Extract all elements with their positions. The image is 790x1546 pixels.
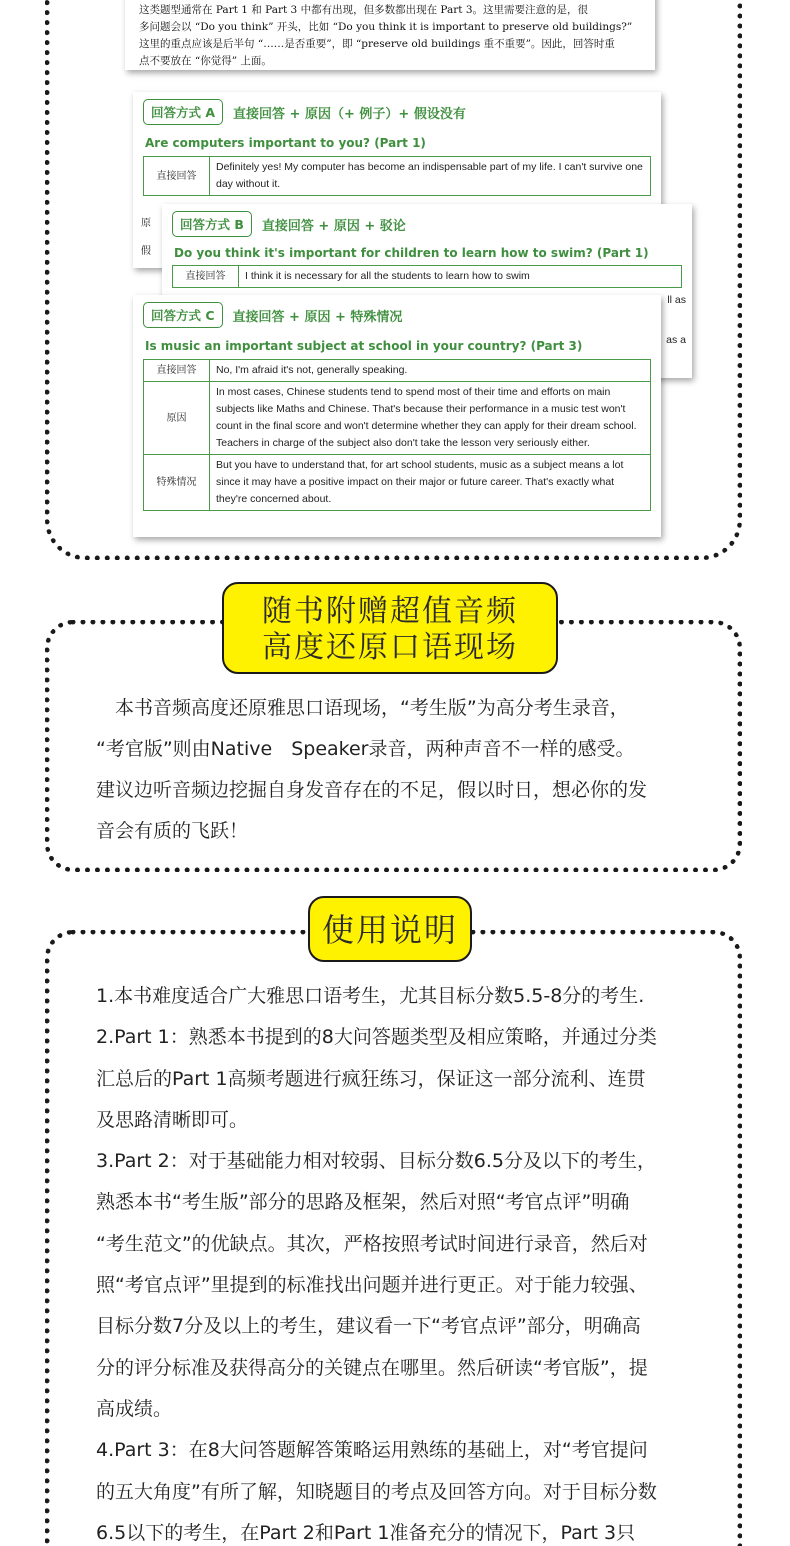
answer-table xyxy=(143,359,651,511)
hidden-row-text: as a xyxy=(666,334,686,346)
usage-instructions-text xyxy=(96,976,712,1546)
paragraph-line: 2.Part 1：熟悉本书提到的8大问答题类型及相应策略，并通过分类 xyxy=(96,1026,657,1049)
paragraph-line: 本书音频高度还原雅思口语现场，“考生版”为高分考生录音， xyxy=(96,697,629,719)
answer-method-badge: 回答方式 B xyxy=(172,211,252,237)
paragraph-line: “考生范文”的优缺点。其次，严格按照考试时间进行录音，然后对 xyxy=(96,1232,648,1255)
paragraph-line: 1.本书难度适合广大雅思口语考生，尤其目标分数5.5-8分的考生. xyxy=(96,985,645,1007)
hidden-row-label: 假 xyxy=(141,246,151,257)
answer-table xyxy=(172,265,682,288)
sample-question: Is music an important subject at school in your country? (Part 3) xyxy=(145,339,583,353)
answer-table xyxy=(143,156,651,196)
row-label: 直接回答 xyxy=(144,360,210,382)
row-text: In most cases, Chinese students tend to spend most of their time and efforts on main subjects like Maths and Chinese. That's because their performance in a music test won't count in the final score and won't determine whether they can apply for their dream school. Teachers in charge of the subject also don't take the lesson very seriously either. xyxy=(210,382,651,455)
table-row xyxy=(144,157,651,196)
banner-line: 高度还原口语现场 xyxy=(262,630,518,665)
row-label: 特殊情况 xyxy=(144,455,210,511)
usage-instructions-banner xyxy=(308,896,472,962)
paragraph-line: 高成绩。 xyxy=(96,1397,173,1420)
sample-question: Are computers important to you? (Part 1) xyxy=(145,136,426,150)
paragraph-line: 及思路清晰即可。 xyxy=(96,1108,249,1131)
snippet-line: 这类题型通常在 Part 1 和 Part 3 中都有出现，但多数都出现在 Part 3。这里需要注意的是，很 xyxy=(139,4,589,16)
paragraph-line: 照“考官点评”里提到的标准找出问题并进行更正。对于能力较强、 xyxy=(96,1274,648,1297)
hidden-row-text: ll as xyxy=(667,294,686,306)
sample-question: Do you think it's important for children to learn how to swim? (Part 1) xyxy=(174,246,649,260)
row-text: Definitely yes! My computer has become an indispensable part of my life. I can't survive one day without it. xyxy=(210,157,651,196)
paragraph-line: 汇总后的Part 1高频考题进行疯狂练习，保证这一部分流利、连贯 xyxy=(96,1067,646,1090)
paragraph-line: 4.Part 3：在8大问答题解答策略运用熟练的基础上，对“考官提问 xyxy=(96,1439,648,1462)
paragraph-line: “考官版”则由Native Speaker录音，两种声音不一样的感受。 xyxy=(96,738,635,760)
audio-intro-paragraph xyxy=(96,688,706,852)
hidden-row-label: 原 xyxy=(141,218,151,229)
snippet-line: 点不要放在 “你觉得” 上面。 xyxy=(139,55,272,67)
paragraph-line: 熟悉本书“考生版”部分的思路及框架，然后对照“考官点评”明确 xyxy=(96,1191,630,1214)
paragraph-line: 分的评分标准及获得高分的关键点在哪里。然后研读“考官版”，提 xyxy=(96,1356,648,1379)
answer-method-desc: 直接回答 + 原因 + 特殊情况 xyxy=(232,309,403,325)
row-label: 直接回答 xyxy=(144,157,210,196)
paragraph-line: 6.5以下的考生，在Part 2和Part 1准备充分的情况下，Part 3只 xyxy=(96,1521,636,1544)
row-text: I think it is necessary for all the students to learn how to swim xyxy=(239,266,682,288)
table-row xyxy=(144,360,651,382)
table-row xyxy=(173,266,682,288)
answer-card-c xyxy=(133,295,661,537)
paragraph-line: 3.Part 2：对于基础能力相对较弱、目标分数6.5分及以下的考生， xyxy=(96,1150,656,1173)
snippet-line: 这里的重点应该是后半句 “……是否重要”，即 “preserve old buildings 重不重要”。因此，回答时重 xyxy=(139,38,615,50)
paragraph-line: 的五大角度”有所了解，知晓题目的考点及回答方向。对于目标分数 xyxy=(96,1480,657,1503)
banner-title: 使用说明 xyxy=(321,911,458,949)
audio-bonus-banner xyxy=(222,582,558,674)
row-text: No, I'm afraid it's not, generally speaking. xyxy=(210,360,651,382)
table-row xyxy=(144,382,651,455)
answer-method-badge: 回答方式 A xyxy=(143,99,223,125)
banner-line: 随书附赠超值音频 xyxy=(262,594,518,629)
snippet-line: 多问题会以 “Do you think” 开头，比如 “Do you think it is important to preserve old buildings?” xyxy=(139,21,633,33)
book-page-intro-snippet xyxy=(125,0,655,70)
table-row xyxy=(144,455,651,511)
answer-method-desc: 直接回答 + 原因（+ 例子）+ 假设没有 xyxy=(233,106,466,122)
answer-method-desc: 直接回答 + 原因 + 驳论 xyxy=(261,218,406,234)
row-label: 直接回答 xyxy=(173,266,239,288)
paragraph-line: 音会有质的飞跃！ xyxy=(96,820,249,842)
answer-method-badge: 回答方式 C xyxy=(143,302,223,328)
paragraph-line: 建议边听音频边挖掘自身发音存在的不足，假以时日，想必你的发 xyxy=(96,779,648,801)
row-text: But you have to understand that, for art school students, music as a subject means a lot since it may have a positive impact on their major or future career. That's exactly what they're concerned about. xyxy=(210,455,651,511)
paragraph-line: 目标分数7分及以上的考生，建议看一下“考官点评”部分，明确高 xyxy=(96,1315,641,1338)
row-label: 原因 xyxy=(144,382,210,455)
